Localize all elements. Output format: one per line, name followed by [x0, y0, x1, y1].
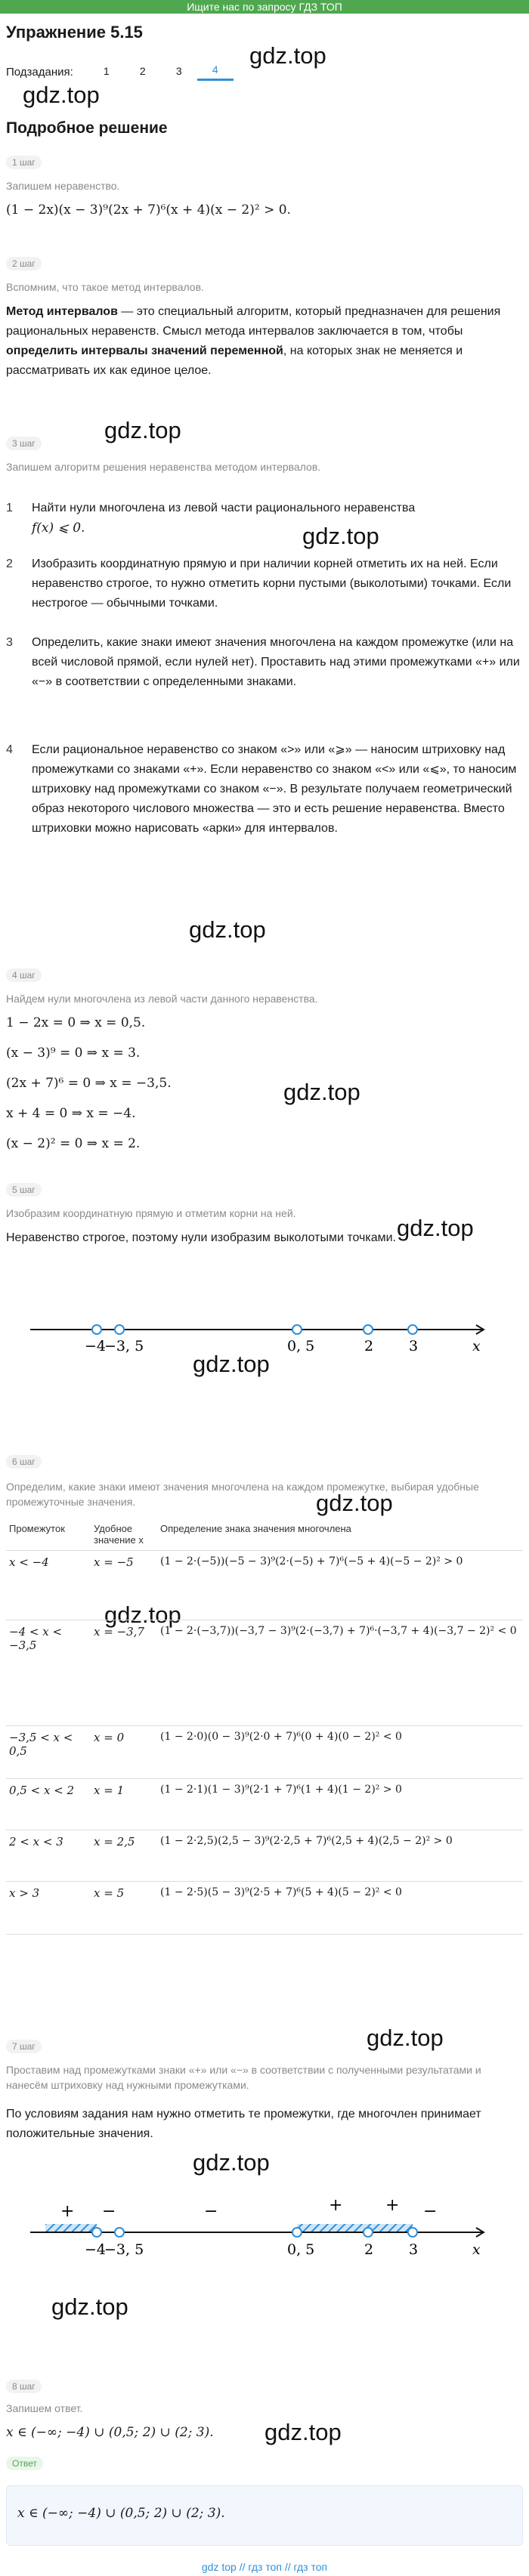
watermark: gdz.top — [51, 2293, 128, 2320]
root-point — [292, 2228, 302, 2237]
item-text: Определить, какие знаки имеют значения многочлена на каждом промежутке (или на всей числовой прямой, если нулей нет). Проставить над этими промежутками «+» или «−» в соответствии с определенными знаками. — [32, 636, 520, 688]
zero-equation: (x − 2)² = 0 ⇒ x = 2. — [6, 1136, 141, 1151]
step-8-pill: 8 шаг — [6, 2380, 42, 2393]
table-row — [6, 1726, 523, 1779]
step-1-expression: (1 − 2x)(x − 3)⁹(2x + 7)⁶(x + 4)(x − 2)² > 0. — [6, 202, 291, 218]
step-2-note: Вспомним, что такое метод интервалов. — [6, 281, 204, 293]
hatch-region — [368, 2224, 413, 2232]
sign-cell: (1 − 2·0)(0 − 3)⁹(2·0 + 7)⁶(0 + 4)(0 − 2)² < 0 — [157, 1726, 523, 1779]
axis-variable: x — [472, 1338, 481, 1354]
root-point — [363, 1325, 373, 1334]
watermark: gdz.top — [193, 1351, 270, 1377]
interval-sign: + — [385, 2196, 400, 2215]
value-cell: x = 0 — [91, 1726, 157, 1779]
answer-box — [6, 2485, 523, 2546]
step-7-pill: 7 шаг — [6, 2040, 42, 2053]
axis-label: 3 — [409, 2241, 419, 2258]
step-2-paragraph — [6, 302, 523, 381]
axis-label: 0, 5 — [287, 1338, 315, 1354]
value-cell: x = 5 — [91, 1882, 157, 1935]
interval-sign: + — [60, 2202, 75, 2221]
page-header — [6, 23, 523, 42]
watermark: gdz.top — [249, 42, 326, 69]
item-text: Если рациональное неравенство со знаком «>» или «⩾» — наносим штриховку над промежутками со знаками «+». Если неравенство со знаком «<» или «⩽», то наносим штриховку над промежутками со знаком «−». В результате получаем геометрический образ некоторого числового множества — это и есть решение неравенства. Вместо штриховки можно нарисовать «арки» для интервалов. — [32, 743, 517, 835]
axis-label: 0, 5 — [287, 2241, 315, 2258]
sign-cell: (1 − 2·(−3,7))(−3,7 − 3)⁹(2·(−3,7) + 7)⁶·(−3,7 + 4)(−3,7 − 2)² < 0 — [157, 1620, 523, 1726]
table-header-row — [6, 1518, 523, 1551]
root-point — [408, 2228, 417, 2237]
interval-cell: x < −4 — [6, 1551, 91, 1620]
watermark: gdz.top — [264, 2419, 342, 2445]
watermark: gdz.top — [23, 82, 100, 108]
step-5-text: Неравенство строгое, поэтому нули изобразим выколотыми точками. — [6, 1231, 396, 1244]
axis-label: 2 — [364, 2241, 374, 2258]
hatch-region — [297, 2224, 368, 2232]
item-number: 3 — [6, 636, 13, 649]
step-4-note: Найдем нули многочлена из левой части данного неравенства. — [6, 993, 318, 1005]
watermark: gdz.top — [367, 2025, 444, 2051]
zero-equation: (2x + 7)⁶ = 0 ⇒ x = −3,5. — [6, 1076, 172, 1091]
tab-3[interactable]: 3 — [175, 64, 182, 77]
definition-tail: , на которых знак не меняется и рассматривать их как единое целое. — [6, 344, 463, 377]
watermark: gdz.top — [316, 1490, 393, 1516]
root-point — [408, 1325, 417, 1334]
hatch-region — [45, 2224, 97, 2232]
step-7-text: По условиям задания нам нужно отметить те промежутки, где многочлен принимает положительные значения. — [6, 2108, 481, 2140]
sign-table — [6, 1518, 523, 1935]
algorithm-item — [6, 633, 523, 692]
watermark: gdz.top — [283, 1079, 360, 1105]
table-row — [6, 1551, 523, 1620]
axis-label: −4 — [85, 1338, 107, 1354]
answer-label: Ответ — [6, 2457, 43, 2470]
value-cell: x = 1 — [91, 1779, 157, 1830]
root-point — [292, 1325, 302, 1334]
sign-cell: (1 − 2·1)(1 − 3)⁹(2·1 + 7)⁶(1 + 4)(1 − 2)² > 0 — [157, 1779, 523, 1830]
interval-cell: 2 < x < 3 — [6, 1830, 91, 1882]
answer-expression: x ∈ (−∞; −4) ∪ (0,5; 2) ∪ (2; 3). — [17, 2506, 225, 2521]
watermark: gdz.top — [193, 2149, 270, 2176]
tab-4[interactable]: 4 — [197, 63, 234, 81]
zero-equation: (x − 3)⁹ = 0 ⇒ x = 3. — [6, 1046, 141, 1061]
interval-cell: 0,5 < x < 2 — [6, 1779, 91, 1830]
interval-cell: x > 3 — [6, 1882, 91, 1935]
zero-equation: x + 4 = 0 ⇒ x = −4. — [6, 1106, 136, 1121]
interval-sign: − — [204, 2202, 218, 2221]
watermark: gdz.top — [189, 916, 266, 943]
column-header: Промежуток — [6, 1518, 91, 1551]
algorithm-item — [6, 499, 523, 539]
table-row — [6, 1882, 523, 1935]
zero-equation: 1 − 2x = 0 ⇒ x = 0,5. — [6, 1015, 146, 1030]
page-title: Упражнение 5.15 — [6, 23, 143, 42]
number-line-roots — [0, 1284, 529, 1375]
root-point — [92, 2228, 101, 2237]
axis-label: −3, 5 — [104, 2241, 144, 2258]
item-math: f(x) ⩽ 0. — [32, 520, 85, 536]
interval-sign: + — [329, 2196, 343, 2215]
axis-label: −4 — [85, 2241, 107, 2258]
step-7-note: Проставим над промежутками знаки «+» или «−» в соответствии с полученными результатами и нанесём штриховку над нужными промежутками. — [6, 2064, 481, 2091]
item-text: Изобразить координатную прямую и при наличии корней отметить их на ней. Если неравенство строгое, то нужно отметить корни пустыми (выколотыми) точками. Если нестрогое — обычными точками. — [32, 558, 512, 610]
item-text: Найти нули многочлена из левой части рационального неравенства — [32, 502, 416, 514]
term-bold: Метод интервалов — [6, 305, 118, 318]
algorithm-item — [6, 554, 523, 613]
step-1-note: Запишем неравенство. — [6, 180, 120, 192]
sign-cell: (1 − 2·(−5))(−5 − 3)⁹(2·(−5) + 7)⁶(−5 + 4)(−5 − 2)² > 0 — [157, 1551, 523, 1620]
interval-cell: −3,5 < x < 0,5 — [6, 1726, 91, 1779]
item-number: 2 — [6, 558, 13, 570]
watermark: gdz.top — [104, 1602, 181, 1628]
tab-2[interactable]: 2 — [139, 64, 146, 77]
table-row — [6, 1779, 523, 1830]
step-5-pill: 5 шаг — [6, 1183, 42, 1197]
step-5-note: Изобразим координатную прямую и отметим корни на ней. — [6, 1207, 296, 1219]
root-point — [363, 2228, 373, 2237]
table-row — [6, 1830, 523, 1882]
interval-sign: − — [423, 2202, 438, 2221]
step-2-pill: 2 шаг — [6, 257, 42, 270]
footer-links[interactable]: gdz top // гдз топ // гдз топ — [201, 2561, 328, 2573]
item-number: 4 — [6, 743, 13, 756]
root-point — [115, 2228, 124, 2237]
column-header: Определение знака значения многочлена — [157, 1518, 523, 1551]
number-line-signs — [0, 2183, 529, 2281]
algorithm-item — [6, 740, 523, 839]
root-point — [92, 1325, 101, 1334]
step-3-note: Запишем алгоритм решения неравенства методом интервалов. — [6, 461, 321, 473]
step-3-pill: 3 шаг — [6, 437, 42, 450]
axis-label: 2 — [364, 1338, 374, 1354]
value-cell: x = 2,5 — [91, 1830, 157, 1882]
watermark: gdz.top — [104, 417, 181, 443]
sign-cell: (1 − 2·5)(5 − 3)⁹(2·5 + 7)⁶(5 + 4)(5 − 2)² < 0 — [157, 1882, 523, 1935]
step-6-note: Определим, какие знаки имеют значения многочлена на каждом промежутке, выбирая удобные промежуточные значения. — [6, 1481, 479, 1508]
item-number: 1 — [6, 502, 13, 514]
value-cell: x = −5 — [91, 1551, 157, 1620]
watermark: gdz.top — [302, 523, 379, 549]
step-6-pill: 6 шаг — [6, 1455, 42, 1469]
sign-cell: (1 − 2·2,5)(2,5 − 3)⁹(2·2,5 + 7)⁶(2,5 + 4)(2,5 − 2)² > 0 — [157, 1830, 523, 1882]
step-8-expression: x ∈ (−∞; −4) ∪ (0,5; 2) ∪ (2; 3). — [6, 2425, 214, 2440]
table-row — [6, 1620, 523, 1726]
interval-sign: − — [102, 2202, 116, 2221]
column-header: Удобное значение x — [91, 1518, 157, 1551]
section-title: Подробное решение — [6, 119, 168, 137]
subtasks-label: Подзадания: — [6, 66, 73, 79]
axis-label: −3, 5 — [104, 1338, 144, 1354]
term-definition: — это специальный алгоритм, который предназначен для решения рациональных неравенств. Смысл метода интервалов заключается в том, чтобы — [6, 305, 501, 338]
step-1-pill: 1 шаг — [6, 156, 42, 169]
root-point — [115, 1325, 124, 1334]
interval-cell: −4 < x < −3,5 — [6, 1620, 91, 1726]
watermark: gdz.top — [397, 1215, 474, 1241]
tab-1[interactable]: 1 — [103, 64, 110, 77]
key-phrase: определить интервалы значений переменной — [6, 344, 283, 357]
axis-variable: x — [472, 2241, 481, 2258]
axis-label: 3 — [409, 1338, 419, 1354]
step-4-pill: 4 шаг — [6, 968, 42, 982]
promo-banner[interactable]: Ищите нас по запросу ГДЗ ТОП — [0, 0, 529, 14]
step-8-note: Запишем ответ. — [6, 2402, 83, 2414]
subtask-tabs — [6, 63, 234, 81]
value-cell: x = −3,7 — [91, 1620, 157, 1726]
